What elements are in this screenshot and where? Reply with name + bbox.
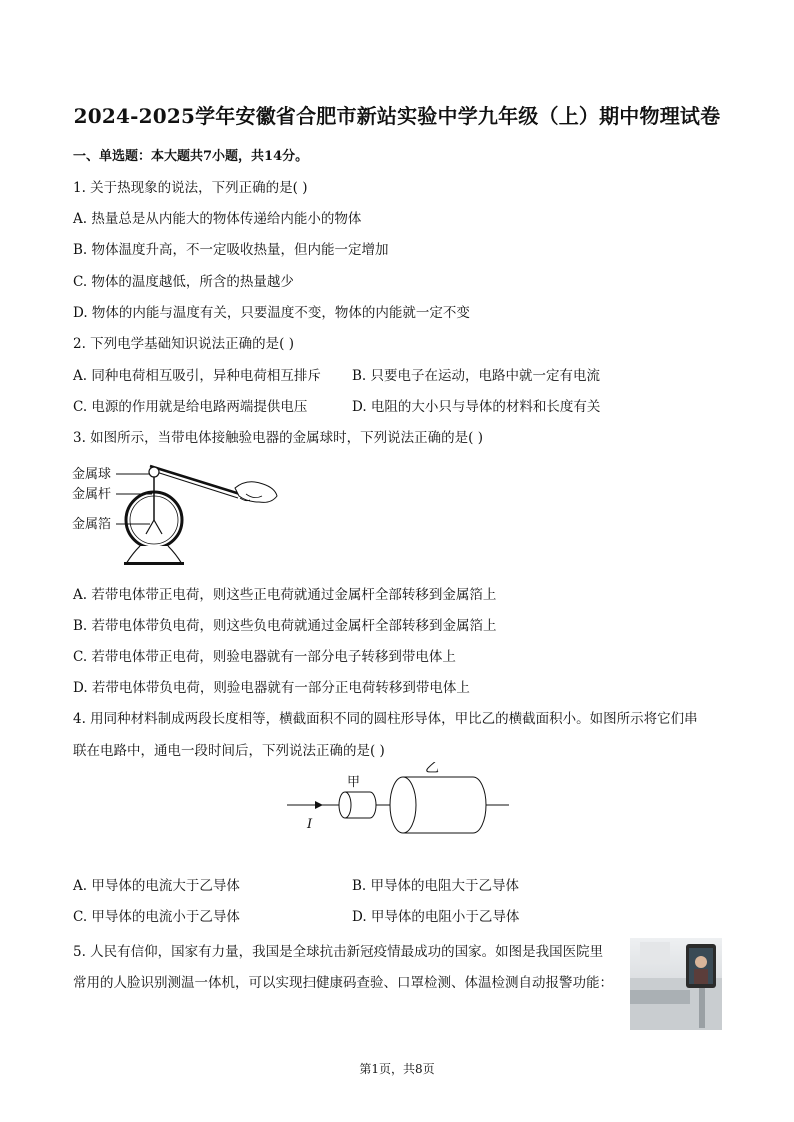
face-recognition-device-photo	[630, 938, 722, 1030]
label-jia: 甲	[347, 775, 361, 790]
q4-stem-line2: 联在电路中，通电一段时间后，下列说法正确的是( )	[73, 743, 385, 759]
q4-option-b: B. 甲导体的电阻大于乙导体	[352, 878, 520, 894]
q4-option-d: D. 甲导体的电阻小于乙导体	[352, 909, 520, 925]
page-footer: 第1页，共8页	[359, 1062, 435, 1076]
section-heading: 一、单选题：本大题共7小题，共14分。	[73, 149, 309, 164]
q3-option-c: C. 若带电体带正电荷，则验电器就有一部分电子转移到带电体上	[73, 649, 456, 665]
q2-option-b: B. 只要电子在运动，电路中就一定有电流	[352, 368, 601, 384]
q4-stem-line1: 4. 用同种材料制成两段长度相等，横截面积不同的圆柱形导体，甲比乙的横截面积小。如图所示将它们串	[73, 711, 698, 727]
q5-stem-line1: 5. 人民有信仰，国家有力量，我国是全球抗击新冠疫情最成功的国家。如图是我国医院里	[73, 944, 604, 960]
q2-option-a: A. 同种电荷相互吸引，异种电荷相互排斥	[73, 368, 321, 384]
q3-option-a: A. 若带电体带正电荷，则这些正电荷就通过金属杆全部转移到金属箔上	[73, 587, 497, 603]
conductors-figure	[285, 762, 515, 834]
label-metal-rod: 金属杆	[72, 487, 112, 502]
q1-option-a: A. 热量总是从内能大的物体传递给内能小的物体	[73, 211, 362, 227]
label-yi: 乙	[425, 762, 439, 776]
q2-option-c: C. 电源的作用就是给电路两端提供电压	[73, 399, 308, 415]
q4-option-a: A. 甲导体的电流大于乙导体	[73, 878, 240, 894]
label-metal-foil: 金属箔	[72, 517, 112, 532]
q4-option-c: C. 甲导体的电流小于乙导体	[73, 909, 240, 925]
q3-stem: 3. 如图所示，当带电体接触验电器的金属球时，下列说法正确的是( )	[73, 430, 483, 446]
q2-option-d: D. 电阻的大小只与导体的材料和长度有关	[352, 399, 601, 415]
q1-option-b: B. 物体温度升高，不一定吸收热量，但内能一定增加	[73, 242, 389, 258]
q3-option-b: B. 若带电体带负电荷，则这些负电荷就通过金属杆全部转移到金属箔上	[73, 618, 497, 634]
current-label: I	[307, 817, 313, 832]
q2-stem: 2. 下列电学基础知识说法正确的是( )	[73, 336, 294, 352]
q1-stem: 1. 关于热现象的说法，下列正确的是( )	[73, 180, 308, 196]
label-metal-ball: 金属球	[72, 467, 112, 482]
q1-option-d: D. 物体的内能与温度有关，只要温度不变，物体的内能就一定不变	[73, 305, 470, 321]
q3-option-d: D. 若带电体带负电荷，则验电器就有一部分正电荷转移到带电体上	[73, 680, 470, 696]
electroscope-figure	[70, 458, 280, 566]
q5-stem-line2: 常用的人脸识别测温一体机，可以实现扫健康码查验、口罩检测、体温检测自动报警功能：	[73, 975, 613, 991]
exam-title: 2024-2025学年安徽省合肥市新站实验中学九年级（上）期中物理试卷	[73, 104, 721, 128]
q1-option-c: C. 物体的温度越低，所含的热量越少	[73, 274, 294, 290]
